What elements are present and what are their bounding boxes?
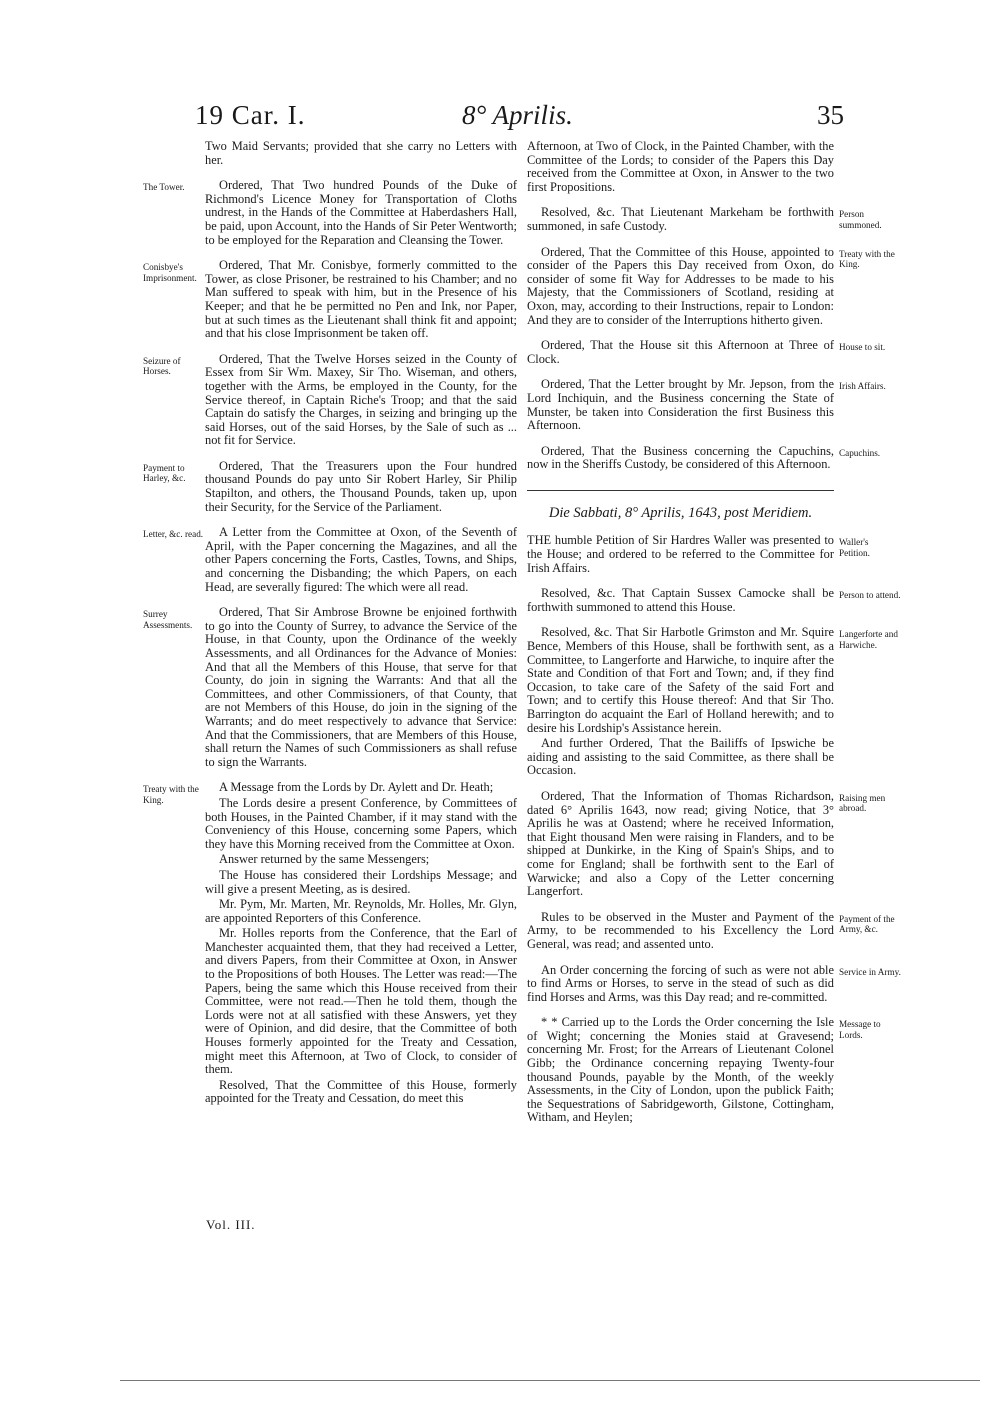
journal-entry [527, 140, 834, 194]
journal-entry [143, 525, 517, 594]
right-column [527, 139, 901, 1137]
margin-note: Surrey Assessments. [143, 609, 193, 630]
margin-note: Capuchins. [839, 447, 881, 458]
margin-note: Irish Affairs. [839, 381, 886, 392]
margin-note: Letter, &c. read. [143, 529, 204, 540]
journal-entry [527, 533, 870, 575]
journal-entry [527, 1015, 881, 1125]
entry-text: Afternoon, at Two of Clock, in the Painted Chamber, with the Committee of the Lords; to consider of the Papers this Day received from the Committee at Oxon, in Answer to the two first Propositions. [527, 139, 834, 194]
left-column [143, 139, 517, 1108]
journal-entry [527, 788, 886, 899]
margin-note: Seizure of Horses. [143, 355, 181, 377]
entry-text: Resolved, &c. That Captain Sussex Camocke shall be forthwith summoned to attend this House. [527, 586, 834, 614]
journal-entry [205, 797, 517, 851]
entry-text: Ordered, That the Information of Thomas Richardson, dated 6° Aprilis 1643, now read; giving Notice, that 3° Aprilis he was at Oastend; where he received Information, that Eight thousand Men were raising in Flanders, and to be shipped at Dunkirke, in the King of Spain's Ships, and to come for England; shall be forthwith sent to the Earl of Warwicke; and also a Copy of the Letter concerning Langerfort. [527, 788, 834, 899]
section-rule [527, 490, 834, 491]
journal-entry [205, 898, 517, 925]
entry-text: Ordered, That the Committee of this House, appointed to consider of the Papers this Day received from Oxon, do consider of some fit Way for Addresses to be made to his Majesty, that the Commissioners of Scotland, residing at Oxon, may, according to their Instructions, repair to London: And they are to consider of the Interruptions hitherto given. [527, 244, 834, 327]
afternoon-heading: Die Sabbati, 8° Aprilis, 1643, post Meridiem. [548, 504, 813, 521]
margin-note: Waller's Petition. [839, 537, 870, 558]
entry-text: THE humble Petition of Sir Hardres Waller was presented to the House; and ordered to be referred to the Committee for Irish Affairs. [527, 533, 834, 575]
entry-text: And further Ordered, That the Bailiffs of Ipswiche be aiding and assisting to the said Committee, as there shall be Occasion. [527, 736, 834, 778]
journal-entry [527, 443, 881, 472]
journal-entry [143, 351, 517, 448]
entry-text: Ordered, That Sir Ambrose Browne be enjoined forthwith to go into the County of Surrey, to advance the Service of the House, in that County, upon the Ordinance of the weekly Assessments, and all Ordinances for the Advance of Monies: And that all the Members of this House, that serve for that County, do join in signing the Warrants: And that all the Committees, and other Commissioners, of that County, that are not Members of this House, do join in the signing of the Warrants; and do meet respectively to advance that Service: And that the Commissioners, that are Members of this House, shall return the Names of such Commissioners as shall refuse to sign the Warrants. [205, 605, 517, 769]
margin-note: Treaty with the King. [143, 784, 199, 805]
date-heading: 8° Aprilis. [462, 100, 573, 130]
entry-text: Ordered, That the Twelve Horses seized in the County of Essex from Sir Wm. Maxey, Sir Tho. Wiseman, and others, together with the Arms, be employed in the County, for the Service thereof, in Captain Riche's Troop; and that the said Captain do satisfy the Charges, in seizing and bringing up the said Horses, out of the said Horses, by the Sale of such as ... not fit for Service. [205, 351, 517, 448]
entry-text: Mr. Holles reports from the Conference, that the Earl of Manchester acquainted them, that they had received a Letter, and divers Papers, from their Committee at Oxon, in Answer to the Propositions of both Houses. The Letter was read:—The Papers, being the same which this House received from their Committee, were not read.—Then he told them, though the Lords were not at all satisfied with these Answers, yet they were of Opinion, and did desire, that the Committee of both Houses formerly appointed for the Treaty and Cessation, might meet this Afternoon, at Two of Clock, to consider of them. [205, 926, 517, 1077]
entry-text: Resolved, &c. That Sir Harbotle Grimston and Mr. Squire Bence, Members of this House, shall be forthwith sent, as a Committee, to Langerforte and Harwiche, to inquire after the State and Condition of that Fort and Town; and, if they find Occasion, to take care of the Safety of the said Fort and Town; and to certify this House thereof: And that Sir Tho. Barrington do acquaint the Earl of Holland herewith; and to desire his Lordship's Assistance herein. [527, 625, 834, 735]
journal-entry [527, 909, 895, 952]
margin-note: Service in Army. [839, 966, 901, 977]
journal-entry [205, 853, 517, 867]
entry-text: A Letter from the Committee at Oxon, of the Seventh of April, with the Paper concerning the Magazines, and all the other Papers concerning the Forts, Castles, Towns, and Ships, and concerning the Disbanding; the which Papers, on each Head, are severally figured: The which were all read. [205, 525, 517, 594]
journal-entry [205, 1079, 517, 1106]
entry-text: Rules to be observed in the Muster and Payment of the Army, to be recommended to his Excellency the Lord General, was read; and assented unto. [527, 909, 834, 951]
entry-text: Ordered, That Mr. Conisbye, formerly committed to the Tower, as close Prisoner, be restrained to his Chamber; and no Man suffered to speak with him, but in the Presence of his Keeper; and that he be permitted no Pen and Ink, nor Paper, but at such times as the Lieutenant shall think fit and appoint; and that his close Imprisonment be taken off. [205, 258, 517, 341]
bottom-rule [120, 1380, 980, 1381]
entry-text: Two Maid Servants; provided that she carry no Letters with her. [205, 139, 517, 167]
entry-text: Ordered, That Two hundred Pounds of the Duke of Richmond's Licence Money for Transportation of Cloths undrest, in the Hands of the Committee at Haberdashers Hall, be paid, upon Account, into the Hands of Sir Peter Wentworth; to be employed for the Reparation and Cleansing the Tower. [205, 178, 517, 247]
entry-text: Ordered, That the House sit this Afternoon at Three of Clock. [527, 338, 834, 366]
margin-note: Payment of the Army, &c. [839, 913, 895, 935]
margin-note: Message to Lords. [839, 1019, 881, 1040]
volume-signature: Vol. III. [206, 1217, 256, 1232]
entry-text: Ordered, That the Letter brought by Mr. Jepson, from the Lord Inchiquin, and the Business concerning the State of Munster, be taken into Consideration the first Business this Afternoon. [527, 377, 834, 433]
entry-text: Resolved, That the Committee of this House, formerly appointed for the Treaty and Cessation, do meet this [205, 1077, 517, 1106]
entry-text: Ordered, That the Treasurers upon the Four hundred thousand Pounds do pay unto Sir Robert Harley, Sir Philip Stapilton, and others, the Thousand Pounds, taken up, upon their Security, for the Service of the Parliament. [205, 458, 517, 514]
entry-text: A Message from the Lords by Dr. Aylett and Dr. Heath; [219, 780, 494, 795]
journal-entry [527, 244, 895, 328]
margin-note: Payment to Harley, &c. [143, 462, 186, 484]
margin-note: Langerforte and Harwiche. [839, 629, 898, 650]
entry-text: Ordered, That the Business concerning the Capuchins, now in the Sheriffs Custody, be considered of this Afternoon. [527, 443, 834, 472]
entry-text: Mr. Pym, Mr. Marten, Mr. Reynolds, Mr. Holles, Mr. Glyn, are appointed Reporters of this Conference. [205, 897, 517, 925]
entry-text: Resolved, &c. That Lieutenant Markeham be forthwith summoned, in safe Custody. [527, 205, 834, 233]
journal-entry [527, 737, 834, 778]
journal-entry [143, 178, 517, 247]
journal-entry [205, 869, 517, 896]
journal-entry [143, 780, 517, 805]
journal-entry [527, 962, 901, 1005]
journal-entry [143, 605, 517, 769]
margin-note: Conisbye's Imprisonment. [143, 262, 197, 283]
entry-text: Answer returned by the same Messengers; [219, 852, 430, 867]
entry-text: The Lords desire a present Conference, by Committees of both Houses, in the Painted Chamber, if it may stand with the Conveniency of this House, concerning some Papers, which they have this Morning received from the Committee at Oxon. [205, 795, 517, 851]
right-column-morning-entries [527, 139, 895, 472]
margin-note: House to sit. [839, 342, 886, 353]
margin-note: Raising men abroad. [839, 792, 886, 814]
margin-note: The Tower. [143, 182, 185, 193]
margin-note: Treaty with the King. [839, 248, 895, 269]
page-header [0, 100, 992, 140]
margin-note: Person to attend. [839, 590, 901, 601]
journal-entry [527, 625, 898, 735]
right-column-afternoon-entries [527, 533, 901, 1125]
journal-entry [527, 586, 901, 614]
journal-entry [527, 377, 886, 433]
journal-entry [143, 458, 517, 514]
journal-entry [143, 258, 517, 341]
entry-text: The House has considered their Lordships Message; and will give a present Meeting, as is desired. [205, 867, 517, 896]
entry-text: An Order concerning the forcing of such as were not able to find Arms or Horses, to serve in the stead of such as did find Horses and Arms, was this Day read; and re-committed. [527, 962, 834, 1004]
journal-entry [527, 205, 882, 233]
journal-entry [205, 927, 517, 1077]
journal-entry [527, 338, 886, 366]
margin-note: Person summoned. [839, 209, 882, 230]
page-number: 35 [817, 100, 844, 130]
entry-text: * * Carried up to the Lords the Order concerning the Isle of Wight; concerning the Monies staid at Gravesend; concerning Mr. Frost; for the Arrears of Lieutenant Colonel Gibb; the Ordinance concerning repaying Twenty-four thousand Pounds, payable by the Month, of the weekly Assessments, in the City of London, upon the publick Faith; the Sequestrations of Sabridgeworth, Gilstone, Cottingham, Witham, and Heylen; [527, 1015, 834, 1125]
regnal-year: 19 Car. I. [195, 100, 306, 130]
journal-entry [205, 140, 517, 167]
